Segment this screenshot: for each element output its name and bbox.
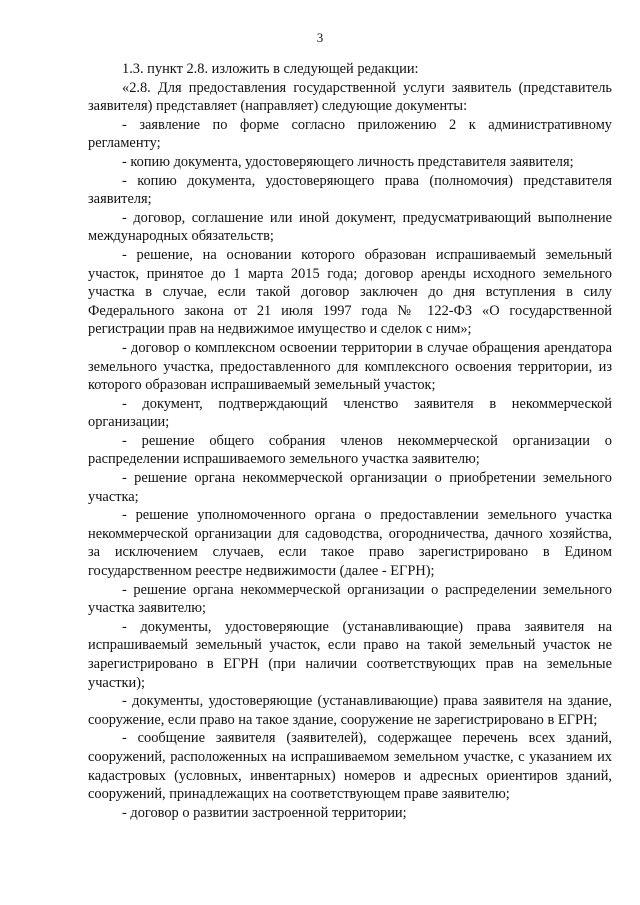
list-item: - договор, соглашение или иной документ, предусматривающий выполнение международных обязательств; [88,209,612,245]
page-number: 3 [316,30,324,45]
list-item: - решение уполномоченного органа о предоставлении земельного участка некоммерческой организации для садоводства, огородничества, дачного хозяйства, за исключением случаев, если такое право зарегистрировано в Едином государственном реестре недвижимости (далее - ЕГРН); [88,507,612,580]
list-item: - решение общего собрания членов некоммерческой организации о распределении испрашиваемого земельного участка заявителю; [88,432,612,468]
list-item: - документы, удостоверяющие (устанавливающие) права заявителя на здание, сооружение, если право на такое здание, сооружение не зарегистрировано в ЕГРН; [88,693,612,728]
list-item: - заявление по форме согласно приложению 2 к административному регламенту; [88,116,612,152]
list-item: - копию документа, удостоверяющего личность представителя заявителя; [122,153,574,170]
document-body [88,60,612,822]
list-item: - решение органа некоммерческой организации о приобретении земельного участка; [88,470,612,505]
list-item: - сообщение заявителя (заявителей), содержащее перечень всех зданий, сооружений, расположенных на испрашиваемом земельном участке, с указанием их кадастровых (условных, инвентарных) номеров и адресных ориентиров зданий, сооружений, принадлежащих на соответствующем праве заявителю; [88,730,612,803]
list-item: - решение органа некоммерческой организации о распределении земельного участка заявителю; [88,581,612,617]
section-heading: 1.3. пункт 2.8. изложить в следующей редакции: [122,61,419,77]
list-item: - документ, подтверждающий членство заявителя в некоммерческой организации; [88,395,612,431]
paragraph-intro: «2.8. Для предоставления государственной услуги заявитель (представитель заявителя) представляет (направляет) следующие документы: [88,79,612,115]
list-item: - копию документа, удостоверяющего права (полномочия) представителя заявителя; [88,172,612,208]
list-item: - решение, на основании которого образован испрашиваемый земельный участок, принятое до 1 марта 2015 года; договор аренды исходного земельного участка в случае, если такой договор заключен до дня вступления в силу Федерального закона от 21 июля 1997 года № 122-ФЗ «О государственной регистрации прав на недвижимое имущество и сделок с ним»; [88,246,612,338]
list-item: - документы, удостоверяющие (устанавливающие) права заявителя на испрашиваемый земельный участок, если право на такой земельный участок не зарегистрировано в ЕГРН (при наличии соответствующих прав на земельные участки); [88,618,612,691]
list-item: - договор о комплексном освоении территории в случае обращения арендатора земельного участка, предоставленного для комплексного освоения территории, из которого образован испрашиваемый земельный участок; [88,339,612,394]
list-item: - договор о развитии застроенной территории; [122,804,407,821]
